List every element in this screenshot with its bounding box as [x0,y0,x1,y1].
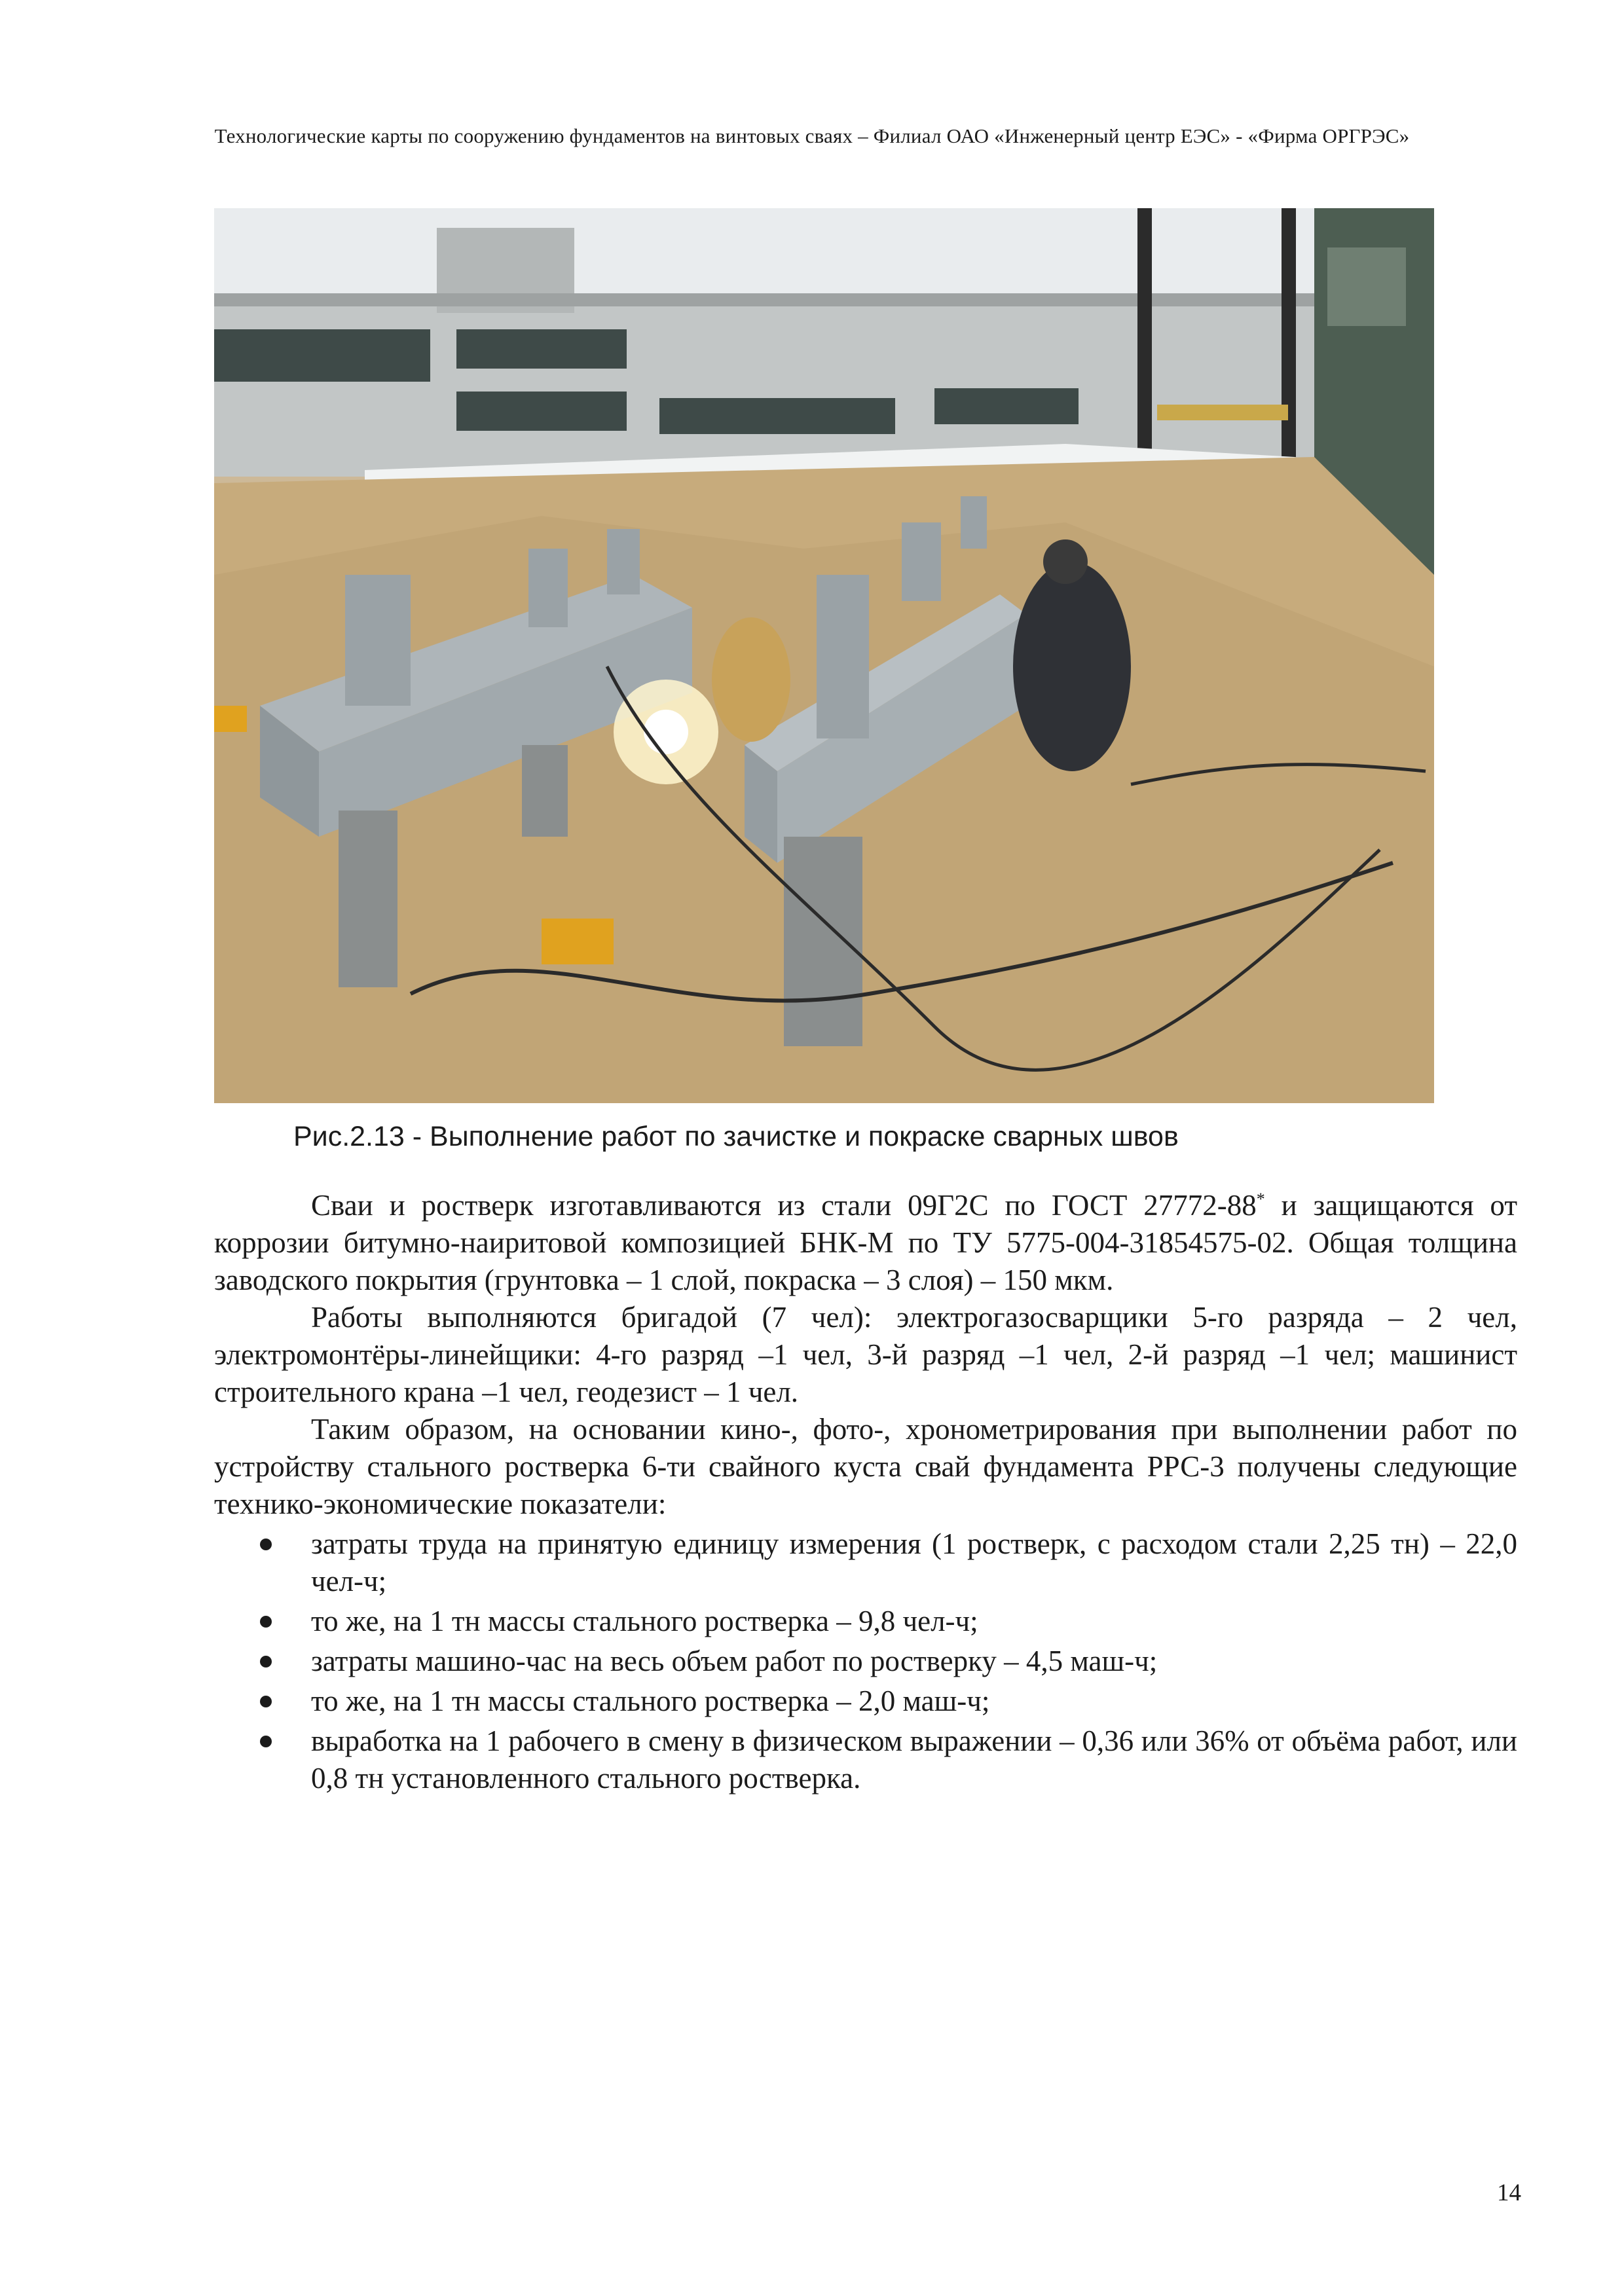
paragraph-indicators-intro: Таким образом, на основании кино-, фото-, хронометрирования при выполнении работ по устройству стального ростверка 6-ти свайного куста свай фундамента РРС-3 получены следующие технико-экономические показатели: [214,1413,1517,1520]
list-item: выработка на 1 рабочего в смену в физическом выражении – 0,36 или 36% от объёма работ, или 0,8 тн установленного стального ростверка. [214,1722,1517,1797]
welding-site-illustration [214,208,1434,1103]
list-item: то же, на 1 тн массы стального ростверка – 9,8 чел-ч; [214,1603,1517,1640]
figure-caption: Рис.2.13 - Выполнение работ по зачистке и покраске сварных швов [293,1121,1179,1152]
list-item: то же, на 1 тн массы стального ростверка – 2,0 маш-ч; [214,1683,1517,1720]
footnote-marker: * [1256,1190,1265,1209]
list-item: затраты труда на принятую единицу измерения (1 ростверк, с расходом стали 2,25 тн) – 22,0 чел-ч; [214,1525,1517,1600]
bullet-icon [260,1539,272,1550]
bullet-icon [260,1696,272,1707]
page-number: 14 [1497,2179,1521,2206]
bullet-icon [260,1736,272,1747]
paragraph-crew: Работы выполняются бригадой (7 чел): электрогазосварщики 5-го разряда – 2 чел, электромонтёры-линейщики: 4-го разряд –1 чел, 3-й разряд –1 чел, 2-й разряд –1 чел; машинист строительного крана –1 чел, геодезист – 1 чел. [214,1301,1517,1408]
construction-photo [214,208,1434,1103]
list-item: затраты машино-час на весь объем работ по ростверку – 4,5 маш-ч; [214,1643,1517,1680]
paragraph-materials: Сваи и ростверк изготавливаются из стали 09Г2С по ГОСТ 27772-88* и защищаются от коррозии битумно-наиритовой композицией БНК-М по ТУ 5775-004-31854575-02. Общая толщина заводского покрытия (грунтовка – 1 слой, покраска – 3 слоя) – 150 мкм. [214,1189,1517,1296]
running-header: Технологические карты по сооружению фундаментов на винтовых сваях – Филиал ОАО «Инженерный центр ЕЭС» - «Фирма ОРГРЭС» [214,124,1410,147]
bullet-icon [260,1616,272,1628]
indicators-list [214,1525,1517,1797]
bullet-icon [260,1656,272,1667]
body-text [214,1187,1517,1797]
